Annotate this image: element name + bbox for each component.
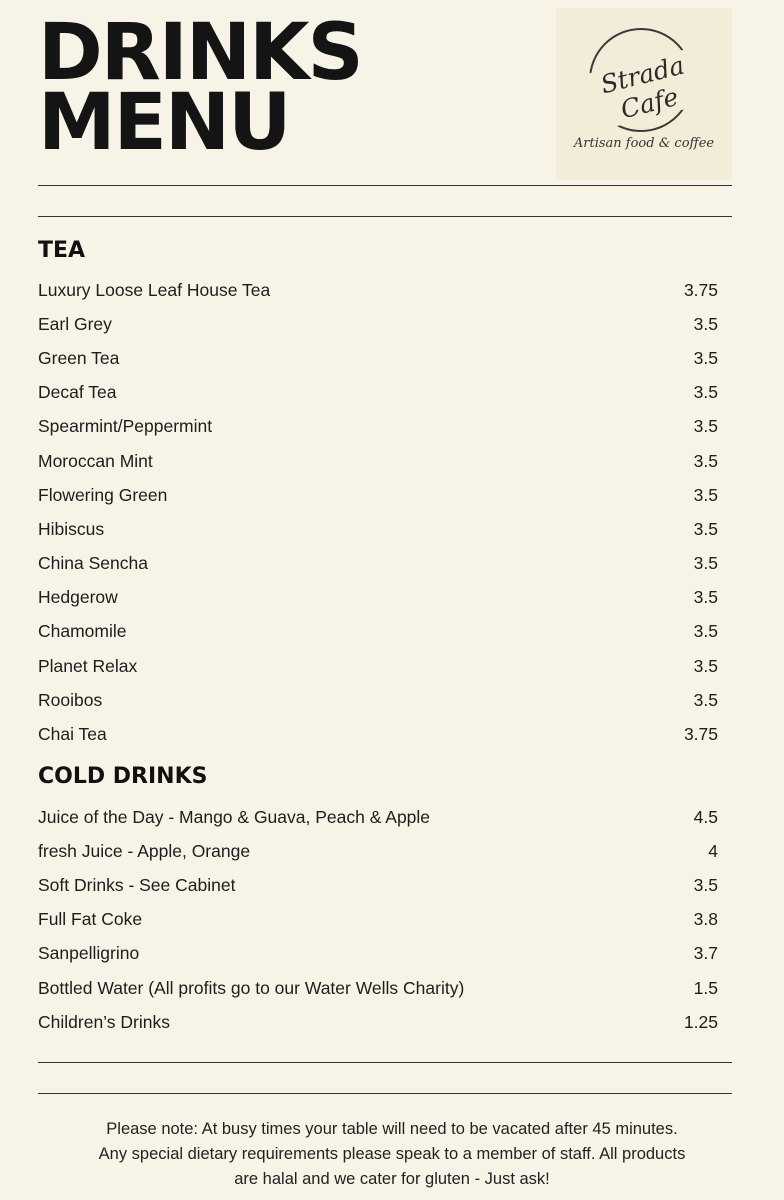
list-item xyxy=(38,547,718,581)
item-price: 3.75 xyxy=(683,279,718,300)
list-item xyxy=(38,834,718,868)
item-name: Soft Drinks - See Cabinet xyxy=(38,874,236,895)
title-line-2: MENU xyxy=(38,78,290,168)
list-item xyxy=(38,444,718,478)
item-price: 3.7 xyxy=(693,943,718,964)
list-item xyxy=(38,717,718,751)
divider-top-2 xyxy=(38,216,732,217)
item-price: 3.75 xyxy=(683,724,718,745)
divider-bottom-2 xyxy=(38,1093,732,1094)
list-item xyxy=(38,273,718,307)
item-price: 4.5 xyxy=(693,806,718,827)
list-item xyxy=(38,341,718,375)
item-name: Green Tea xyxy=(38,347,120,368)
list-item xyxy=(38,903,718,937)
footer-note-line-1: Please note: At busy times your table will need to be vacated after 45 minutes. xyxy=(106,1120,678,1138)
item-price: 3.5 xyxy=(693,347,718,368)
item-name: Planet Relax xyxy=(38,655,138,676)
item-name: Bottled Water (All profits go to our Water Wells Charity) xyxy=(38,977,465,998)
item-name: Sanpelligrino xyxy=(38,943,140,964)
list-item xyxy=(38,307,718,341)
item-price: 1.5 xyxy=(693,977,718,998)
list-item xyxy=(38,971,718,1005)
item-name: Juice of the Day - Mango & Guava, Peach & Apple xyxy=(38,806,431,827)
item-name: Decaf Tea xyxy=(38,382,117,403)
footer-note-line-3: are halal and we cater for gluten - Just ask! xyxy=(234,1170,550,1188)
item-price: 4 xyxy=(708,840,718,861)
cafe-logo xyxy=(556,8,732,180)
item-name: Earl Grey xyxy=(38,313,112,334)
item-name: Luxury Loose Leaf House Tea xyxy=(38,279,271,300)
item-price: 3.5 xyxy=(693,587,718,608)
item-name: Flowering Green xyxy=(38,484,168,505)
list-item xyxy=(38,512,718,546)
item-price: 3.5 xyxy=(693,689,718,710)
item-price: 3.5 xyxy=(693,518,718,539)
list-item xyxy=(38,937,718,971)
item-name: Hibiscus xyxy=(38,518,105,539)
logo-script-text: Strada Cafe xyxy=(569,43,723,134)
list-item xyxy=(38,376,718,410)
item-name: Moroccan Mint xyxy=(38,450,153,471)
item-name: Children’s Drinks xyxy=(38,1011,170,1032)
item-price: 3.5 xyxy=(693,313,718,334)
item-name: Chai Tea xyxy=(38,724,107,745)
list-item xyxy=(38,615,718,649)
item-price: 3.5 xyxy=(693,450,718,471)
item-price: 3.5 xyxy=(693,874,718,895)
section-heading-tea: TEA xyxy=(38,238,86,263)
cold-drinks-list xyxy=(38,800,718,1039)
item-price: 3.5 xyxy=(693,655,718,676)
list-item xyxy=(38,478,718,512)
item-price: 1.25 xyxy=(683,1011,718,1032)
tea-list xyxy=(38,273,718,752)
item-price: 3.5 xyxy=(693,553,718,574)
item-name: Hedgerow xyxy=(38,587,118,608)
divider-bottom-1 xyxy=(38,1062,732,1063)
item-name: China Sencha xyxy=(38,553,148,574)
footer-note xyxy=(40,1117,744,1192)
item-name: Chamomile xyxy=(38,621,127,642)
item-name: Full Fat Coke xyxy=(38,909,143,930)
item-price: 3.8 xyxy=(693,909,718,930)
footer-note-line-2: Any special dietary requirements please speak to a member of staff. All products xyxy=(98,1145,686,1163)
list-item xyxy=(38,581,718,615)
list-item xyxy=(38,800,718,834)
divider-top-1 xyxy=(38,185,732,186)
item-name: Spearmint/Peppermint xyxy=(38,416,213,437)
logo-tagline: Artisan food & coffee xyxy=(573,136,715,151)
section-heading-cold-drinks: COLD DRINKS xyxy=(38,764,208,789)
page-title xyxy=(38,8,362,168)
item-price: 3.5 xyxy=(693,382,718,403)
item-price: 3.5 xyxy=(693,416,718,437)
list-item xyxy=(38,868,718,902)
list-item xyxy=(38,1005,718,1039)
item-name: fresh Juice - Apple, Orange xyxy=(38,840,251,861)
list-item xyxy=(38,649,718,683)
item-price: 3.5 xyxy=(693,484,718,505)
list-item xyxy=(38,683,718,717)
item-name: Rooibos xyxy=(38,689,103,710)
list-item xyxy=(38,410,718,444)
title-line-1: DRINKS xyxy=(38,8,362,98)
item-price: 3.5 xyxy=(693,621,718,642)
